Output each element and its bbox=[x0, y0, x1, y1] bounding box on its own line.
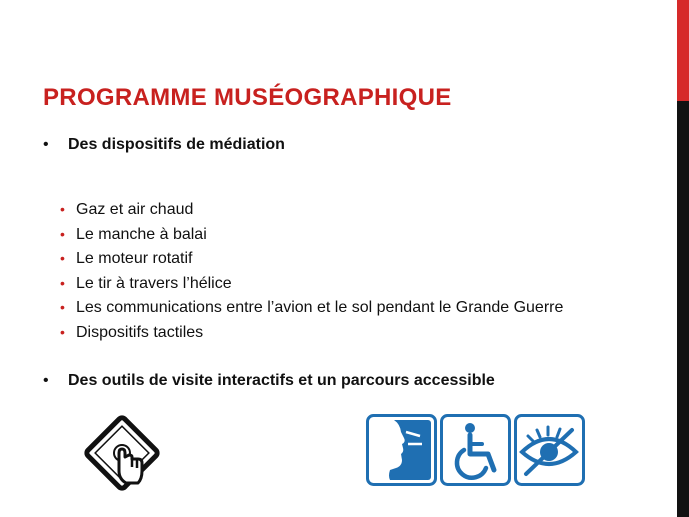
sub-bullet-marker: • bbox=[60, 274, 65, 291]
hearing-impaired-face-icon bbox=[368, 416, 436, 485]
list-item bbox=[60, 197, 563, 222]
slide-title: PROGRAMME MUSÉOGRAPHIQUE bbox=[43, 84, 452, 111]
list-item-text: Le tir à travers l’hélice bbox=[76, 274, 232, 292]
sub-bullet-marker: • bbox=[60, 250, 65, 267]
wheelchair-icon bbox=[442, 416, 510, 485]
bullet-marker: • bbox=[43, 372, 49, 389]
right-edge-bar bbox=[677, 0, 689, 517]
bullet-marker: • bbox=[43, 136, 49, 153]
low-vision-eye-icon bbox=[516, 416, 584, 485]
bullet-text: Des outils de visite interactifs et un parcours accessible bbox=[68, 372, 495, 389]
red-accent-bar bbox=[677, 0, 689, 101]
bullet-text: Des dispositifs de médiation bbox=[68, 136, 285, 153]
sub-bullet-marker: • bbox=[60, 323, 65, 340]
list-item bbox=[60, 295, 563, 320]
list-item-text: Le manche à balai bbox=[76, 225, 207, 243]
list-item bbox=[60, 222, 563, 247]
sub-bullet-marker: • bbox=[60, 201, 65, 217]
list-item-text: Le moteur rotatif bbox=[76, 250, 193, 268]
list-item-text: Gaz et air chaud bbox=[76, 201, 194, 218]
list-item-text: Dispositifs tactiles bbox=[76, 323, 204, 341]
sub-bullet-marker: • bbox=[60, 225, 65, 242]
accessibility-icons bbox=[366, 414, 586, 486]
bullet-visit-tools bbox=[43, 372, 495, 390]
list-item bbox=[60, 271, 563, 296]
list-item-text: Les communications entre l’avion et le sol pendant le Grande Guerre bbox=[76, 299, 564, 317]
touch-tablet-icon bbox=[82, 413, 162, 493]
bullet-mediation bbox=[43, 136, 285, 154]
list-item bbox=[60, 320, 563, 345]
sub-bullet-marker: • bbox=[60, 299, 65, 316]
mediation-sublist bbox=[60, 197, 563, 345]
list-item bbox=[60, 246, 563, 271]
